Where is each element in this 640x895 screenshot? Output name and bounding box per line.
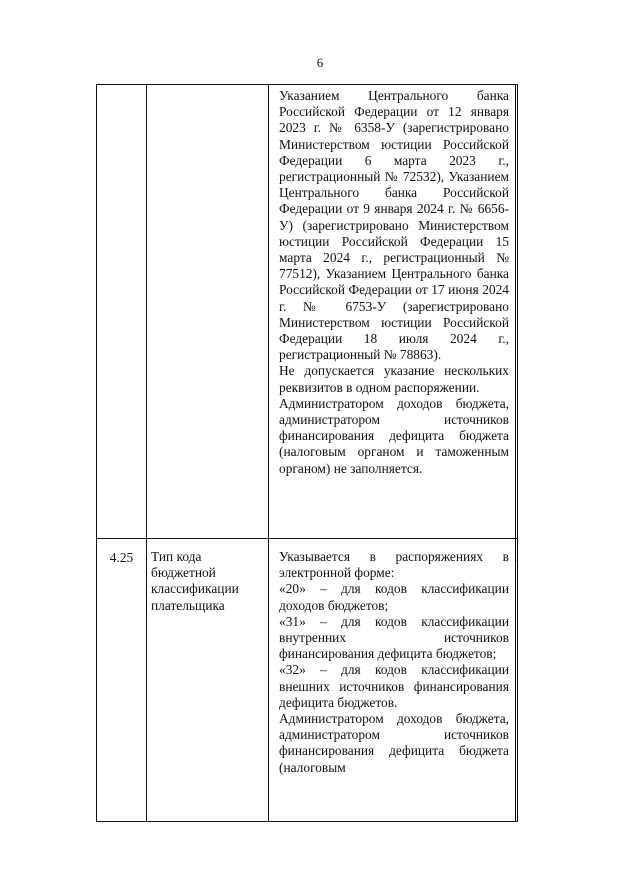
row2-desc-paragraph: «32» – для кодов классификации внешних источников финансирования дефицита бюджетов. [279,662,509,710]
row2-desc-paragraph: Указывается в распоряжениях в электронной форме: [279,549,509,581]
row1-description-cell [269,85,516,539]
row1-desc-paragraph: Не допускается указание нескольких реквизитов в одном распоряжении. [279,363,509,395]
requisites-table [96,84,518,822]
row2-number-cell: 4.25 [97,539,147,821]
row1-value-cell [516,85,517,539]
row2-desc-paragraph: Администратором доходов бюджета, администратором источников финансирования дефицита бюджета (налоговым [279,711,509,775]
row2-value-cell [516,539,517,821]
row2-desc-paragraph: «20» – для кодов классификации доходов бюджетов; [279,581,509,613]
row2-description-cell [269,539,516,821]
row2-desc-paragraph: «31» – для кодов классификации внутренних источников финансирования дефицита бюджетов; [279,613,509,662]
row1-desc-paragraph: Администратором доходов бюджета, администратором источников финансирования дефицита бюджета (налоговым органом и таможенным органом) не заполняется. [279,395,509,476]
row1-desc-paragraph: Указанием Центрального банка Российской Федерации от 12 января 2023 г. № 6358-У (зарегистрировано Министерством юстиции Российской Федерации 6 марта 2023 г., регистрационный № 72532), Указанием Центрального банка Российской Федерации от 9 января 2024 г. № 6656-У) (зарегистрировано Министерством юстиции Российской Федерации 15 марта 2024 г., регистрационный № 77512), Указанием Центрального банка Российской Федерации от 17 июня 2024 г. № 6753-У (зарегистрировано Министерством юстиции Российской Федерации 18 июля 2024 г., регистрационный № 78863). [279,88,509,363]
row1-number-cell [97,85,147,539]
row2-name-cell: Тип кода бюджетной классификации плательщика [147,539,269,821]
row1-name-cell [147,85,269,539]
page-number: 6 [316,55,324,70]
